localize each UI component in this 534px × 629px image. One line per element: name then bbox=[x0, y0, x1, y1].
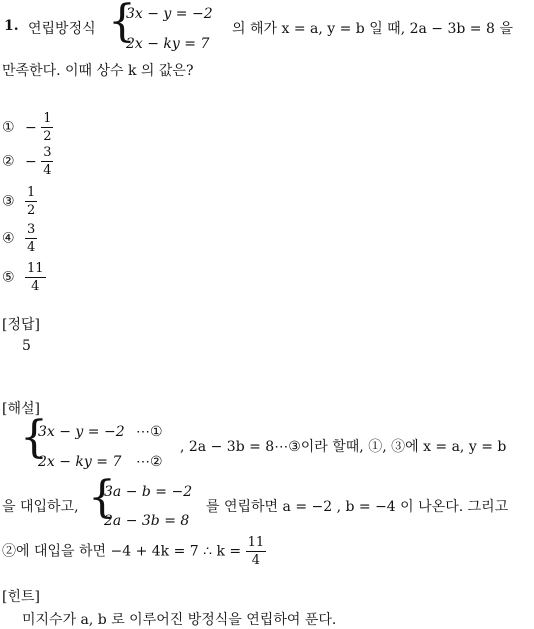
answer-value: 5 bbox=[22, 338, 31, 354]
explanation-label: [해설] bbox=[2, 401, 40, 417]
choice-5-denominator: 4 bbox=[31, 279, 40, 294]
choice-3[interactable] bbox=[2, 186, 37, 217]
choice-1-mark: ① bbox=[2, 119, 15, 136]
choice-1-denominator: 2 bbox=[43, 129, 52, 144]
explanation-k-numerator: 11 bbox=[247, 535, 265, 550]
question-eq2: 2x − ky = 7 bbox=[126, 36, 210, 52]
choice-4[interactable] bbox=[2, 223, 37, 254]
explanation-sys1-tag1: ⋯① bbox=[136, 424, 163, 440]
choice-3-denominator: 2 bbox=[27, 203, 36, 218]
explanation-sys1-eq1: 3x − y = −2 bbox=[38, 424, 125, 440]
choice-2-denominator: 4 bbox=[43, 163, 52, 178]
explanation-k-denominator: 4 bbox=[251, 553, 261, 568]
explanation-k-fraction bbox=[246, 536, 267, 567]
choice-1-fraction bbox=[41, 112, 53, 143]
choice-1-sign: − bbox=[25, 119, 37, 136]
choice-3-mark: ③ bbox=[2, 193, 15, 210]
choice-4-fraction bbox=[25, 223, 37, 254]
explanation-sys1-tag2: ⋯② bbox=[136, 454, 163, 470]
explanation-line1-rest: , 2a − 3b = 8⋯③이라 할때, ①, ③에 x = a, y = b bbox=[180, 439, 507, 455]
hint-label: [힌트] bbox=[2, 589, 40, 605]
question-line1-rest: 의 해가 x = a, y = b 일 때, 2a − 3b = 8 을 bbox=[232, 21, 513, 37]
explanation-sys2-eq1: 3a − b = −2 bbox=[104, 484, 193, 500]
choice-2-fraction bbox=[41, 146, 53, 177]
explanation-brace-1: { bbox=[20, 412, 48, 463]
choice-4-mark: ④ bbox=[2, 230, 15, 247]
hint-text: 미지수가 a, b 로 이루어진 방정식을 연립하여 푼다. bbox=[22, 612, 337, 628]
choice-5-numerator: 11 bbox=[27, 261, 44, 276]
explanation-brace-2: { bbox=[88, 472, 116, 523]
choice-4-numerator: 3 bbox=[27, 222, 36, 237]
explanation-line2-lead: 을 대입하고, bbox=[2, 499, 79, 515]
explanation-line3 bbox=[2, 536, 266, 567]
explanation-sys2-eq2: 2a − 3b = 8 bbox=[104, 513, 190, 529]
explanation-line3-lead: ②에 대입을 하면 −4 + 4k = 7 ∴ k = bbox=[2, 543, 242, 560]
answer-label: [정답] bbox=[2, 317, 40, 333]
question-lead: 연립방정식 bbox=[28, 21, 96, 37]
explanation-line2-rest: 를 연립하면 a = −2 , b = −4 이 나온다. 그리고 bbox=[206, 499, 509, 515]
choice-4-denominator: 4 bbox=[27, 240, 36, 255]
choice-2-sign: − bbox=[25, 153, 37, 170]
choice-5-mark: ⑤ bbox=[2, 269, 15, 286]
choice-3-numerator: 1 bbox=[27, 185, 36, 200]
explanation-sys1-eq2: 2x − ky = 7 bbox=[38, 454, 122, 470]
choice-1[interactable] bbox=[2, 112, 53, 143]
question-eq1: 3x − y = −2 bbox=[126, 6, 213, 22]
choice-2-numerator: 3 bbox=[43, 145, 52, 160]
choice-5[interactable] bbox=[2, 262, 46, 293]
choice-2-mark: ② bbox=[2, 153, 15, 170]
choice-1-numerator: 1 bbox=[43, 111, 52, 126]
choice-3-fraction bbox=[25, 186, 37, 217]
question-number: 1. bbox=[4, 18, 19, 34]
choice-5-fraction bbox=[25, 262, 46, 293]
choice-2[interactable] bbox=[2, 146, 53, 177]
system-brace: { bbox=[108, 0, 136, 47]
question-line2: 만족한다. 이때 상수 k 의 값은? bbox=[2, 63, 194, 79]
